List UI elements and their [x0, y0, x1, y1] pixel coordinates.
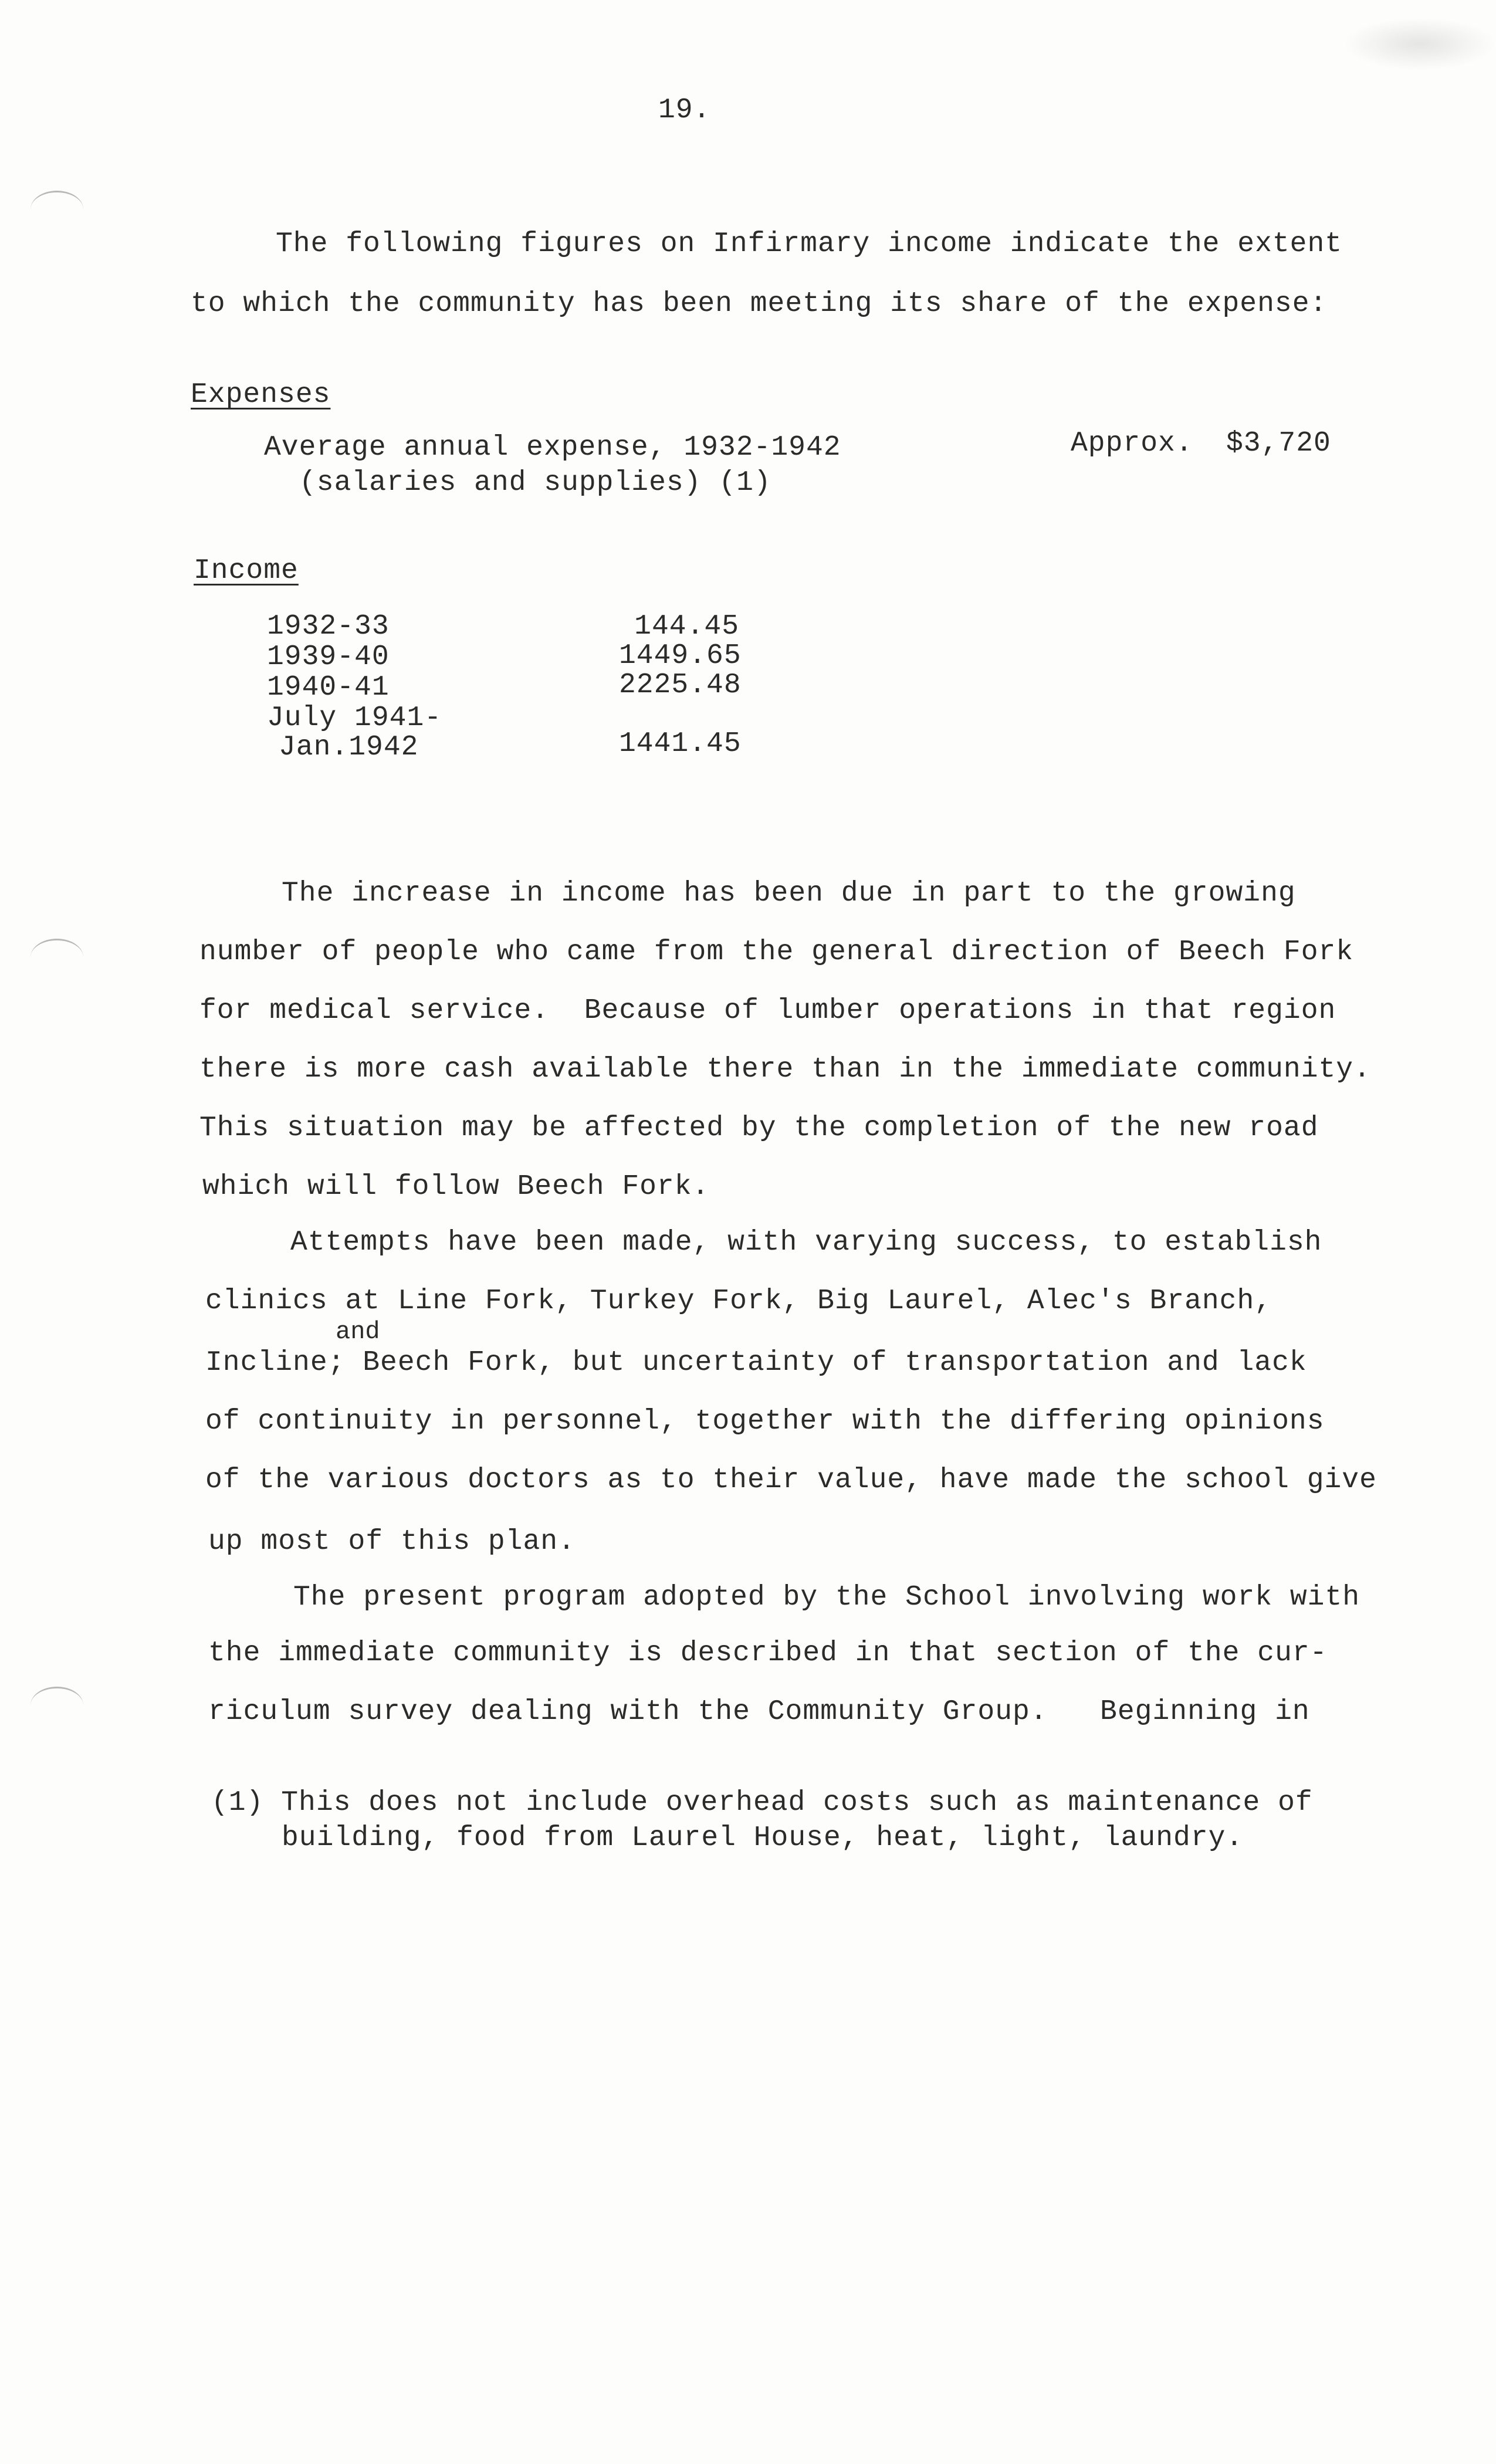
income-period: 1940-41 [267, 672, 390, 703]
expense-line-1: Average annual expense, 1932-1942 [264, 432, 841, 463]
income-period: Jan.1942 [279, 732, 419, 763]
footnote-line-2: building, food from Laurel House, heat, light, laundry. [282, 1822, 1244, 1854]
paragraph-line: there is more cash available there than in the immediate community. [199, 1054, 1371, 1085]
expense-line-2: (salaries and supplies) (1) [299, 467, 771, 499]
intro-line-1: The following figures on Infirmary income indicate the extent [276, 228, 1343, 260]
paragraph-line: The increase in income has been due in part to the growing [282, 878, 1296, 909]
paragraph-line: number of people who came from the general direction of Beech Fork [199, 936, 1354, 968]
paragraph-line: clinics at Line Fork, Turkey Fork, Big Laurel, Alec's Branch, [205, 1285, 1272, 1317]
approx-value: $3,720 [1226, 428, 1331, 459]
page-number: 19. [658, 94, 711, 126]
paragraph-line: The present program adopted by the School involving work with [293, 1582, 1360, 1613]
paragraph-line: up most of this plan. [208, 1526, 576, 1558]
income-period: July 1941- [267, 702, 442, 734]
income-period: 1932-33 [267, 611, 390, 642]
income-amount: 1449.65 [619, 640, 742, 672]
paragraph-line: which will follow Beech Fork. [202, 1171, 710, 1203]
paragraph-line: of continuity in personnel, together with the differing opinions [205, 1406, 1325, 1437]
handwritten-insertion: and [336, 1318, 380, 1346]
paragraph-line: for medical service. Because of lumber operations in that region [199, 995, 1336, 1027]
income-amount: 144.45 [634, 611, 739, 642]
paragraph-line: riculum survey dealing with the Community Group. Beginning in [208, 1696, 1310, 1728]
income-period: 1939-40 [267, 641, 390, 673]
scan-smudge [1343, 18, 1496, 70]
footnote-line-1: (1) This does not include overhead costs such as maintenance of [211, 1787, 1313, 1819]
punch-hole-middle [31, 939, 83, 976]
paragraph-line: of the various doctors as to their value, have made the school give [205, 1464, 1377, 1496]
approx-label: Approx. [1071, 428, 1193, 459]
income-amount: 1441.45 [619, 728, 742, 760]
paragraph-line: the immediate community is described in that section of the cur- [208, 1637, 1328, 1669]
punch-hole-top [31, 191, 83, 228]
income-heading: Income [194, 555, 299, 587]
paragraph-line: This situation may be affected by the completion of the new road [199, 1112, 1319, 1144]
income-amount: 2225.48 [619, 669, 742, 701]
paragraph-line: Incline; Beech Fork, but uncertainty of transportation and lack [205, 1347, 1307, 1379]
intro-line-2: to which the community has been meeting its share of the expense: [191, 288, 1328, 320]
punch-hole-bottom [31, 1687, 83, 1724]
expenses-heading: Expenses [191, 379, 331, 411]
paragraph-line: Attempts have been made, with varying success, to establish [290, 1227, 1322, 1258]
